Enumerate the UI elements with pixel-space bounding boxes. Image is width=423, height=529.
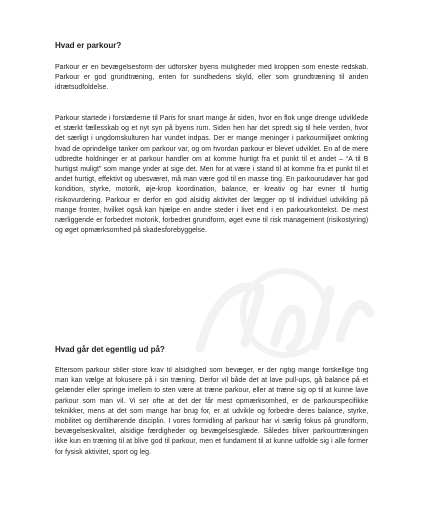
section1-paragraph1: Parkour er en bevægelsesform der udforsker byens muligheder med kroppen som eneste redskab. Parkour er god grundtræning, enten for sundhedens skyld, eller som grundtræning til anden idrætsudfoldelse. [55, 64, 369, 92]
section2-paragraph1: Eftersom parkour stiller store krav til alsidighed som bevæger, er der rigtig mange forskellige ting man kan vælge at fokusere på i sin træning. Derfor vil både det at lave pull-ups, gå balance på et gelænder eller springe imellem to sten være at træne parkour, eller at træne sig op til at kunne lave parkour som man vil. Vi ser ofte at det der får mest opmærksomhed, er de parkourspecifikke teknikker, mens at det som mange har brug for, er at udvikle og forbedre deres balance, styrke, mobilitet og dertilhørende disciplin. I vores formidling af parkour har vi særlig fokus på grundform, bevægelseskvalitet, alsidige færdigheder og bevægelsesglæde. Således bliver parkourtræningen ikke kun en træning til at blive god til parkour, men et fundament til at kunne udfolde sig i alle former for fysisk aktivitet, sport og leg. [55, 367, 369, 456]
section-heading-what-is-parkour: Hvad er parkour? [55, 41, 122, 50]
section-heading-what-is-it-about: Hvad går det egentlig ud på? [55, 345, 165, 354]
section1-paragraph2: Parkour startede i forstæderne til Paris for snart mange år siden, hvor en flok unge drenge udviklede et stærkt fællesskab og et nyt syn på byens rum. Siden hen har det spredt sig til hele verden, hvor det særligt i ungdomskulturen har vundet indpas. Der er mange meninger i parkourmiljøet omkring hvad de oprindelige tanker om parkour var, og om hvordan parkour er blevet udviklet. En af de mere udbredte holdninger er at parkour handler om at komme hurtigt fra et punkt til et andet – “A til B hurtigst muligt” som mange ynder at sige det. Men for at være i stand til at komme fra et punkt til et andet hurtigt, effektivt og ubesværet, må man være god til en masse ting. En parkourudøver har god kondition, styrke, motorik, øje-krop koordination, balance, er kreativ og har evner til hurtig risikovurdering. Parkour er derfor en god alsidig aktivitet der lægger op til individuel udvikling på mange fronter, hvilket også kan hjælpe en andre steder i livet end i en parkourkontekst. De mest nærliggende er forbedret motorik, forbedret grundform, øget evne til risk management (risikostyring) og øget opmærksomhed på skadesforebyggelse. [55, 115, 369, 235]
watermark-logo [190, 268, 380, 358]
